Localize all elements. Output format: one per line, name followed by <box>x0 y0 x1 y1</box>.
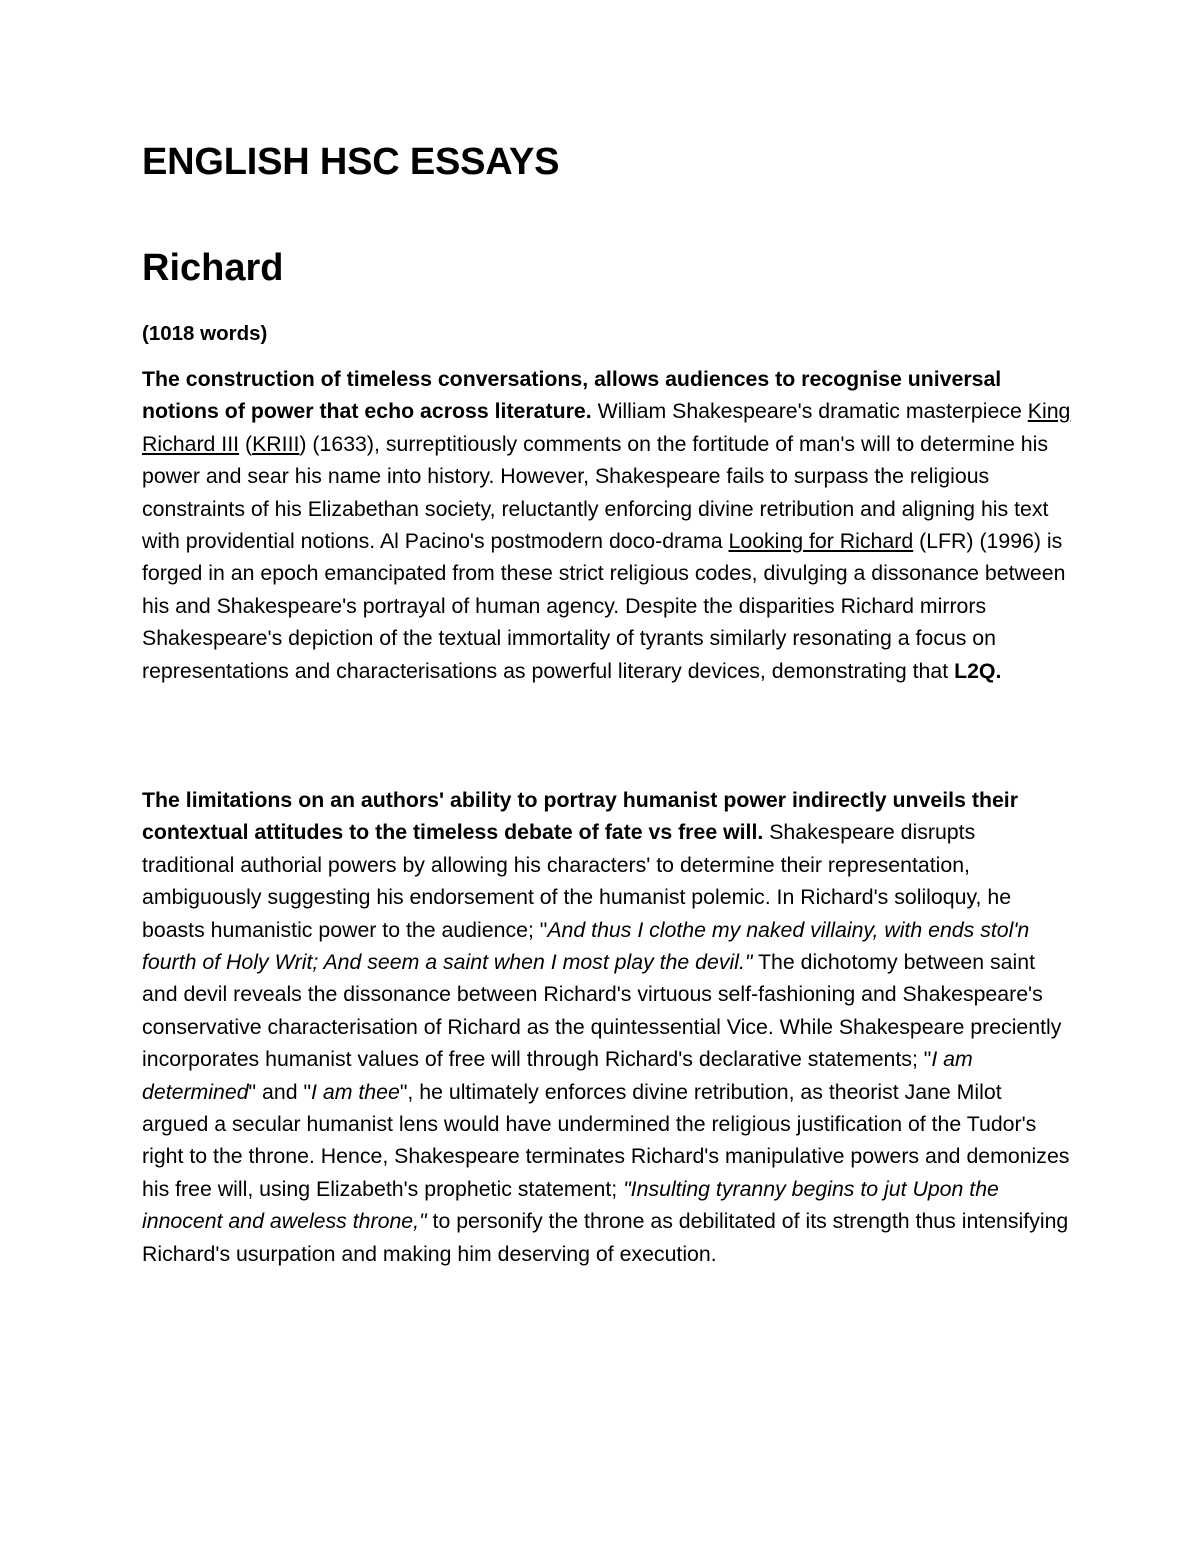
paragraph-text: ", he ultimately enforces divine retribution, as theorist Jane Milot argued a secular humanist lens would have undermined the religious justification of the Tudor's right to the throne. Hence, Shakespeare terminates Richard's manipulative powers and demonizes his free will, using Elizabeth's prophetic statement; <box>142 1079 1070 1201</box>
paragraph-text: Shakespeare disrupts traditional authorial powers by allowing his characters' to determine their representation, ambiguously suggesting his endorsement of the humanist polemic. In Richard's soliloquy, he boasts humanistic power to the audience; " <box>142 820 1012 942</box>
quote-i-am-thee: I am thee <box>311 1079 400 1104</box>
paragraph-text: ( <box>239 431 253 456</box>
introduction-paragraph <box>142 363 1072 687</box>
quote-soliloquy: And thus I clothe my naked villainy, with ends stol'n fourth of Holy Writ; And seem a saint when I most play the devil." <box>142 917 1030 975</box>
thesis-statement: The construction of timeless conversations, allows audiences to recognise universal notions of power that echo across literature. <box>142 367 1002 424</box>
word-count: (1018 words) <box>142 322 268 345</box>
quote-i-am-determined: I am determined <box>142 1047 973 1104</box>
body-paragraph <box>142 784 1072 1270</box>
text-title-king-richard-iii: King Richard III <box>142 399 1071 456</box>
paragraph-text: to personify the throne as debilitated of its strength thus intensifying Richard's usurpation and making him deserving of execution. <box>142 1209 1069 1266</box>
section-title: Richard <box>142 247 284 289</box>
quote-insulting-tyranny: "Insulting tyranny begins to jut Upon the innocent and aweless throne," <box>142 1176 999 1234</box>
paragraph-text: The dichotomy between saint and devil reveals the dissonance between Richard's virtuous self-fashioning and Shakespeare's conservative characterisation of Richard as the quintessential Vice. While Shakespeare preciently incorporates humanist values of free will through Richard's declarative statements; " <box>142 950 1062 1072</box>
text-title-looking-for-richard: Looking for Richard <box>728 529 914 554</box>
paragraph-text: William Shakespeare's dramatic masterpiece <box>591 399 1028 424</box>
l2q-label: L2Q. <box>954 658 1002 683</box>
document-title: ENGLISH HSC ESSAYS <box>142 141 560 183</box>
text-abbreviation-kriii: KRIII <box>252 431 300 456</box>
paragraph-text: ) (1633), surreptitiously comments on the fortitude of man's will to determine his power and sear his name into history. However, Shakespeare fails to surpass the religious constraints of his Elizabethan society, reluctantly enforcing divine retribution and aligning his text with providential notions. Al Pacino's postmodern doco-drama <box>142 431 1049 554</box>
paragraph-text: (LFR) (1996) is forged in an epoch emancipated from these strict religious codes, divulging a dissonance between his and Shakespeare's portrayal of human agency. Despite the disparities Richard mirrors Shakespeare's depiction of the textual immortality of tyrants similarly resonating a focus on representations and characterisations as powerful literary devices, demonstrating that <box>142 529 1066 683</box>
topic-sentence: The limitations on an authors' ability to portray humanist power indirectly unveils their contextual attitudes to the timeless debate of fate vs free will. <box>142 788 1019 845</box>
paragraph-text: " and " <box>248 1079 312 1104</box>
